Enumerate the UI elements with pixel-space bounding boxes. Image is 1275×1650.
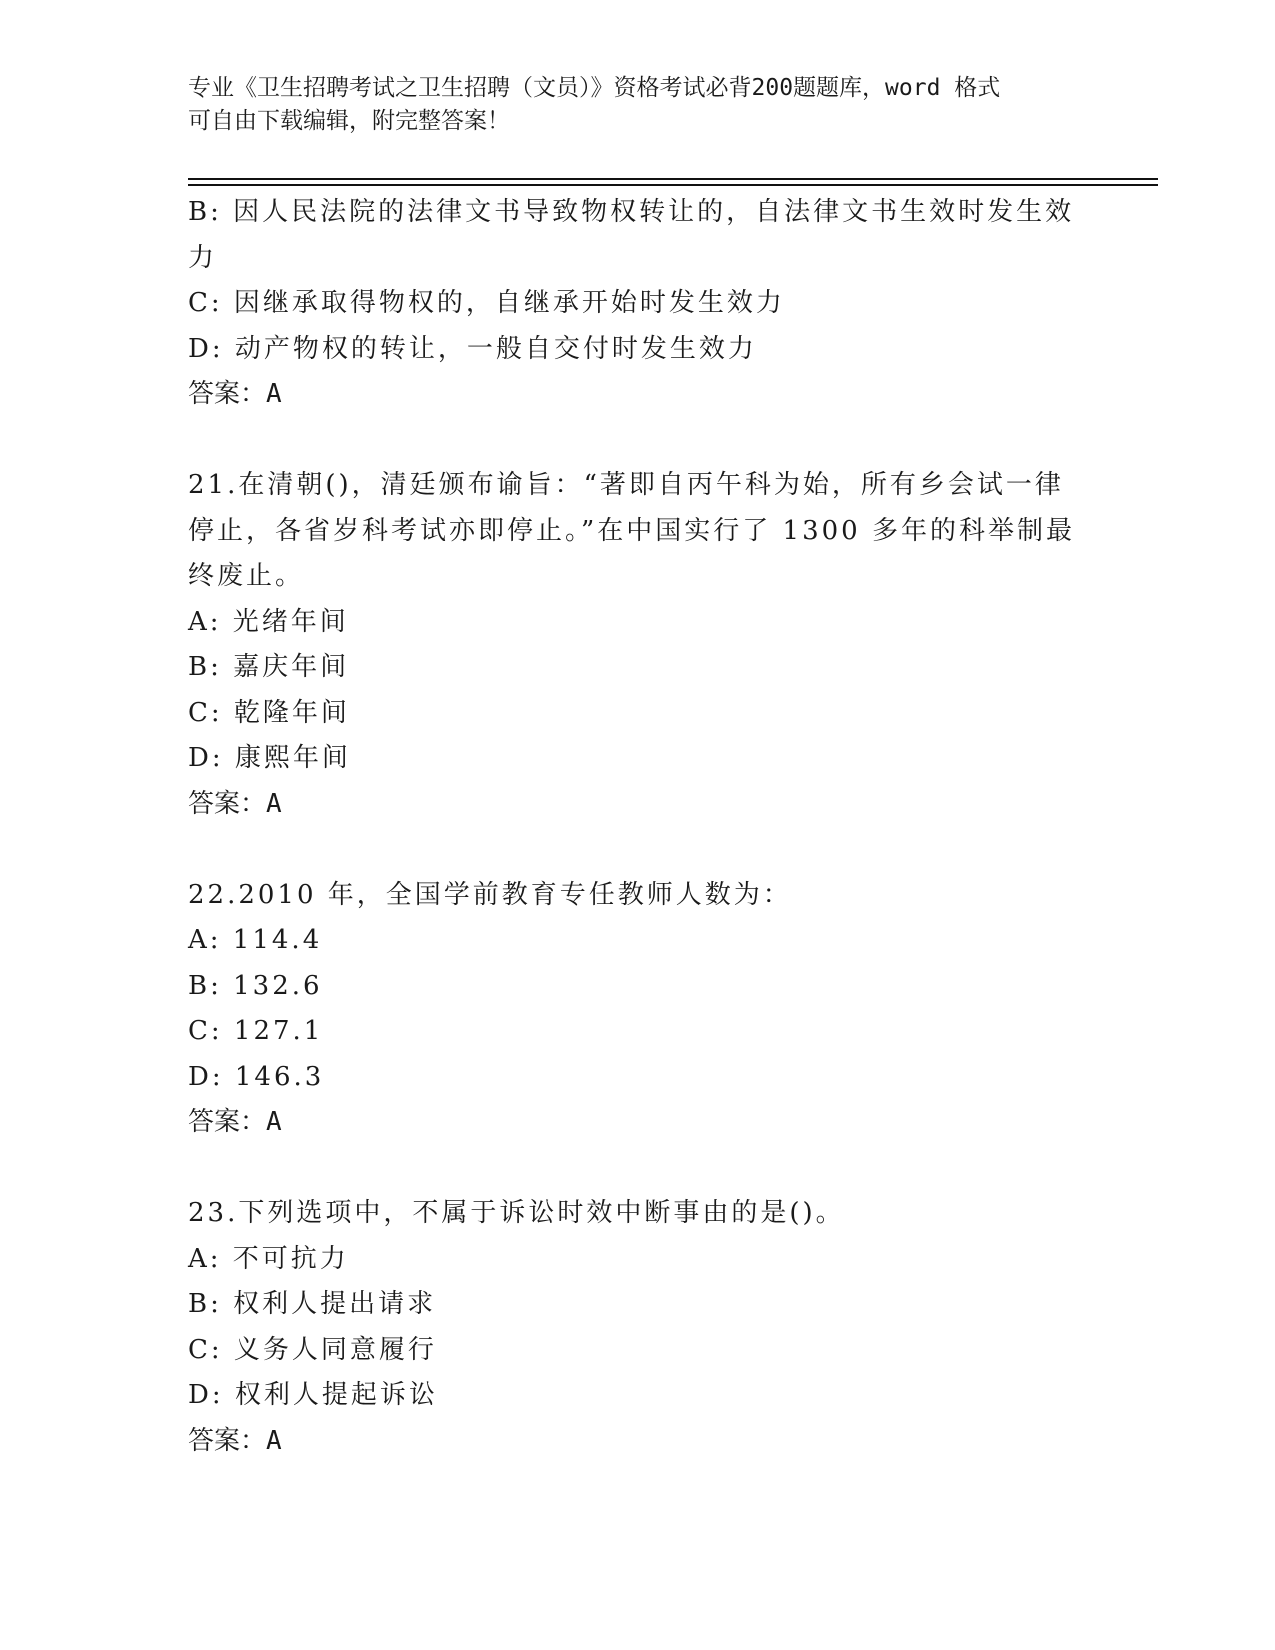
answer-line bbox=[188, 1100, 1088, 1146]
option-c: C: 因继承取得物权的，自继承开始时发生效力 bbox=[188, 288, 785, 318]
option-b: B: 132.6 bbox=[188, 970, 323, 1001]
option-c: C: 乾隆年间 bbox=[188, 697, 350, 728]
answer-line bbox=[188, 782, 1088, 828]
spacer bbox=[188, 1146, 1088, 1192]
option-a: A: 114.4 bbox=[188, 925, 323, 955]
answer-value: A bbox=[266, 788, 282, 819]
option-d: D: 权利人提起诉讼 bbox=[188, 1380, 438, 1410]
option-d: D: 康熙年间 bbox=[188, 743, 351, 773]
option-c: C: 义务人同意履行 bbox=[188, 1334, 437, 1365]
header-divider-bottom bbox=[188, 184, 1158, 186]
question-22 bbox=[188, 873, 1088, 1146]
header-divider-top bbox=[188, 178, 1158, 180]
answer-line bbox=[188, 372, 1088, 418]
answer-label: 答案： bbox=[188, 1425, 267, 1456]
option-d: D: 动产物权的转让，一般自交付时发生效力 bbox=[188, 333, 757, 364]
header-title-line-2: 可自由下载编辑，附完整答案！ bbox=[188, 108, 510, 134]
question-stem-line: 停止，各省岁科考试亦即停止。”在中国实行了 1300 多年的科举制最 bbox=[188, 515, 1075, 546]
option-b: B: 嘉庆年间 bbox=[188, 652, 350, 682]
question-stem-line: 21.在清朝()，清廷颁布谕旨：“著即自丙午科为始，所有乡会试一律 bbox=[188, 470, 1064, 500]
option-b-continued: 力 bbox=[188, 242, 218, 273]
question-23 bbox=[188, 1191, 1088, 1464]
question-list bbox=[188, 190, 1088, 1464]
answer-line bbox=[188, 1419, 1088, 1465]
document-header bbox=[188, 72, 1088, 138]
option-b: B: 因人民法院的法律文书导致物权转让的，自法律文书生效时发生效 bbox=[188, 197, 1075, 227]
answer-value: A bbox=[266, 1107, 282, 1137]
option-a: A: 不可抗力 bbox=[188, 1243, 349, 1274]
header-title-line-1: 专业《卫生招聘考试之卫生招聘（文员）》资格考试必背200题题库，word 格式 bbox=[188, 75, 1001, 101]
answer-value: A bbox=[266, 379, 282, 409]
answer-label: 答案： bbox=[188, 788, 267, 819]
question-stem-line: 终废止。 bbox=[188, 561, 305, 591]
answer-value: A bbox=[266, 1425, 282, 1456]
question-stem-line: 23.下列选项中，不属于诉讼时效中断事由的是()。 bbox=[188, 1198, 845, 1228]
answer-label: 答案： bbox=[188, 379, 267, 409]
question-21 bbox=[188, 463, 1088, 827]
option-c: C: 127.1 bbox=[188, 1016, 324, 1046]
spacer bbox=[188, 418, 1088, 464]
answer-label: 答案： bbox=[188, 1107, 267, 1137]
option-d: D: 146.3 bbox=[188, 1061, 325, 1092]
spacer bbox=[188, 827, 1088, 873]
option-b: B: 权利人提出请求 bbox=[188, 1289, 437, 1319]
question-20-continued bbox=[188, 190, 1088, 418]
option-a: A: 光绪年间 bbox=[188, 606, 349, 637]
question-stem-line: 22.2010 年，全国学前教育专任教师人数为： bbox=[188, 879, 792, 910]
